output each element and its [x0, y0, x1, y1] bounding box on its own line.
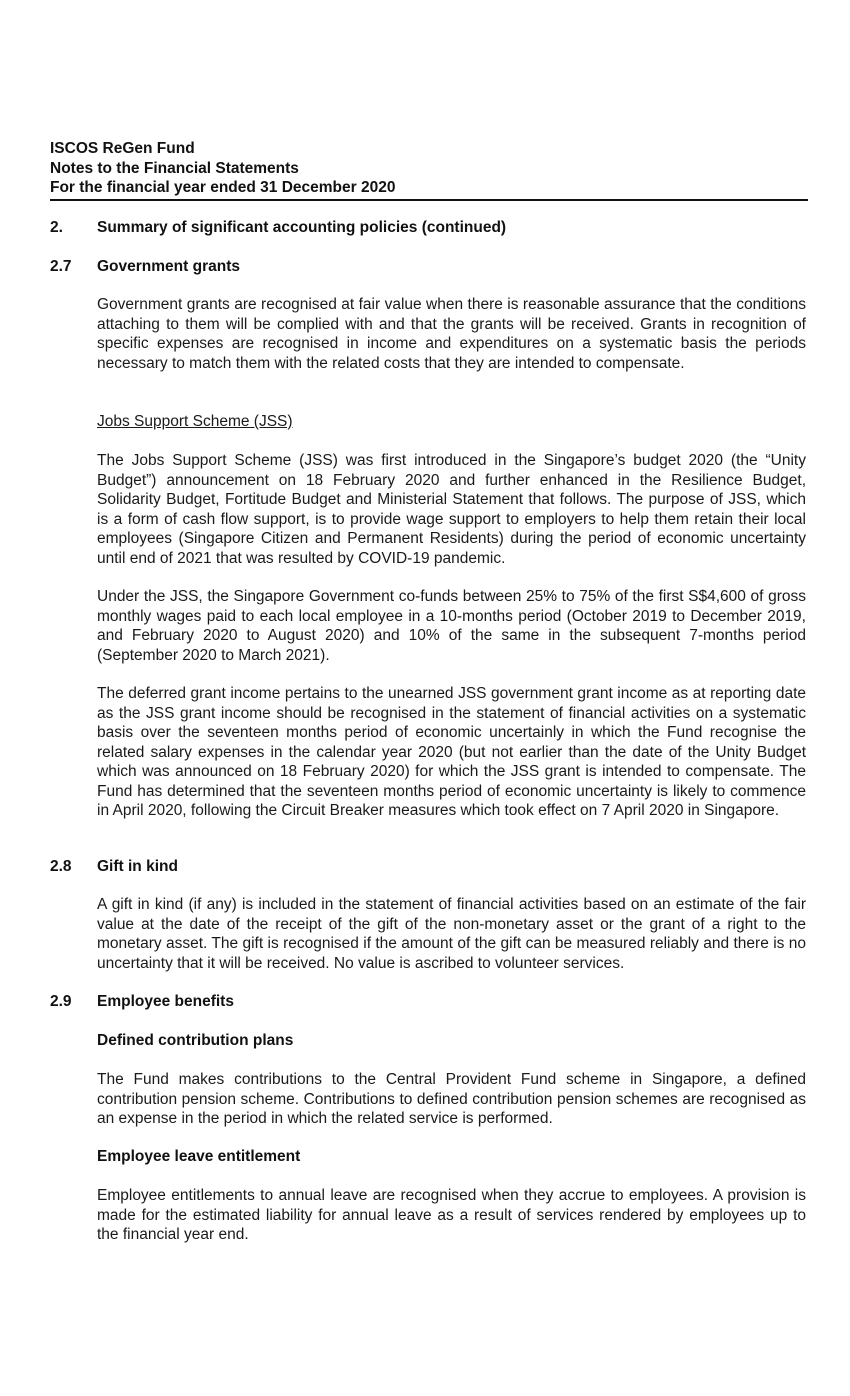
jss-intro-paragraph: The Jobs Support Scheme (JSS) was first introduced in the Singapore’s budget 2020 (the “Unity Budget”) announcement on 18 February 2020 and further enhanced in the Resilience Budget, Solidarity Budget, Fortitude Budget and Ministerial Statement that follows. The purpose of JSS, which is a form of cash flow support, is to provide wage support to employers to help them retain their local employees (Singapore Citizen and Permanent Residents) during the period of economic uncertainty until end of 2021 that was resulted by COVID-19 pandemic.: [97, 452, 806, 567]
financial-year: For the financial year ended 31 December 2020: [50, 179, 396, 196]
government-grants-paragraph: Government grants are recognised at fair value when there is reasonable assurance that the conditions attaching to them will be complied with and that the grants will be received. Grants in recognition of specific expenses are recognised in income and expenditures on a systematic basis the periods necessary to match them with the related costs that they are intended to compensate.: [97, 296, 806, 372]
section-2-7-number: 2.7: [50, 258, 72, 275]
fund-name: ISCOS ReGen Fund: [50, 140, 195, 157]
section-2-9-title: Employee benefits: [97, 993, 234, 1010]
section-2-7-title: Government grants: [97, 258, 240, 275]
section-2-number: 2.: [50, 219, 63, 236]
document-title: Notes to the Financial Statements: [50, 159, 299, 177]
deferred-grant-paragraph: The deferred grant income pertains to the unearned JSS government grant income as at reporting date as the JSS grant income should be recognised in the statement of financial activities on a systematic basis over the seventeen months period of economic uncertainly in which the Fund recognise the related salary expenses in the calendar year 2020 (but not earlier than the date of the Unity Budget which was announced on 18 February 2020) for which the JSS grant is intended to compensate. The Fund has determined that the seventeen months period of economic uncertainty is likely to commence in April 2020, following the Circuit Breaker measures which took effect on 7 April 2020 in Singapore.: [97, 685, 806, 819]
jss-heading: Jobs Support Scheme (JSS): [97, 413, 293, 430]
jss-cofund-paragraph: Under the JSS, the Singapore Government co-funds between 25% to 75% of the first S$4,600 of gross monthly wages paid to each local employee in a 10-months period (October 2019 to December 2019, and February 2020 to August 2020) and 10% of the same in the subsequent 7-months period (September 2020 to March 2021).: [97, 588, 806, 664]
section-2-8-title: Gift in kind: [97, 858, 178, 875]
defined-contribution-heading: Defined contribution plans: [97, 1032, 294, 1049]
section-2-9-number: 2.9: [50, 993, 72, 1010]
leave-entitlement-paragraph: Employee entitlements to annual leave are recognised when they accrue to employees. A provision is made for the estimated liability for annual leave as a result of services rendered by employees up to the financial year end.: [97, 1187, 806, 1243]
section-2-title: Summary of significant accounting policies (continued): [97, 219, 507, 236]
leave-entitlement-heading: Employee leave entitlement: [97, 1148, 301, 1165]
page-header: [50, 139, 808, 201]
section-2-8-number: 2.8: [50, 858, 72, 875]
defined-contribution-paragraph: The Fund makes contributions to the Central Provident Fund scheme in Singapore, a defined contribution pension scheme. Contributions to defined contribution pension schemes are recognised as an expense in the period in which the related service is performed.: [97, 1071, 806, 1127]
gift-in-kind-paragraph: A gift in kind (if any) is included in the statement of financial activities based on an estimate of the fair value at the date of the receipt of the gift of the non-monetary asset or the grant of a right to the monetary asset. The gift is recognised if the amount of the gift can be measured reliably and there is no uncertainty that it will be received. No value is ascribed to volunteer services.: [97, 896, 806, 972]
